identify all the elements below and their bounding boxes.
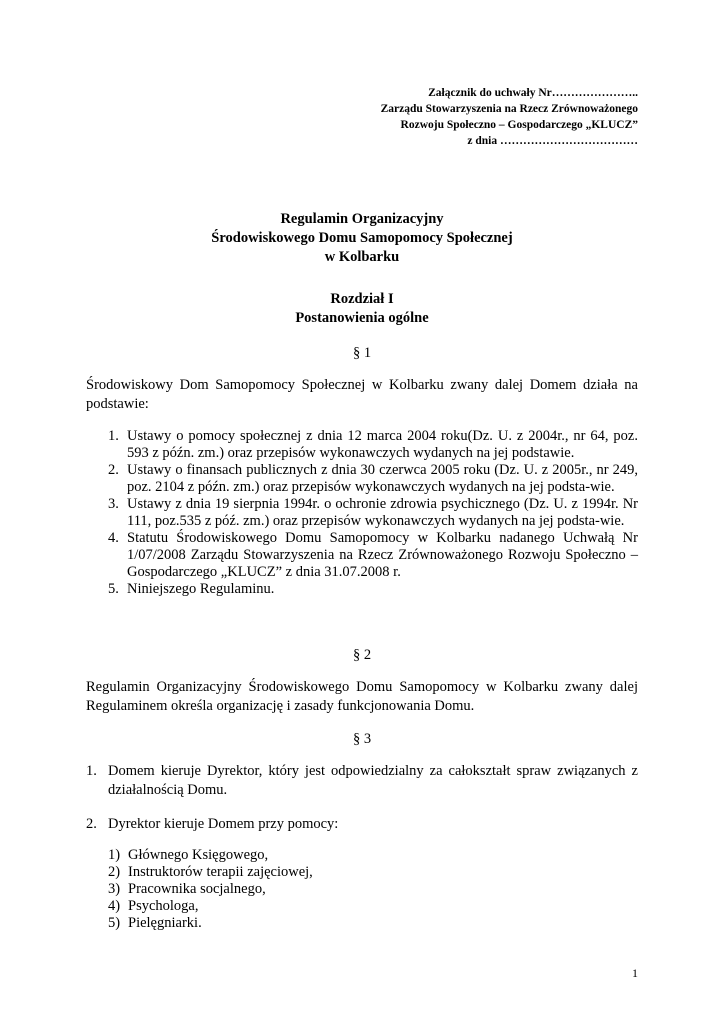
title-line: w Kolbarku <box>324 249 400 265</box>
section2-text: Regulamin Organizacyjny Środowiskowego Domu Samopomocy w Kolbarku zwany dalej Regulaminem określa organizację i zasady funkcjonowania Domu. <box>86 679 638 714</box>
chapter-heading <box>0 290 724 328</box>
list-item: 4. Statutu Środowiskowego Domu Samopomocy w Kolbarku nadanego Uchwałą Nr 1/07/2008 Zarządu Stowarzyszenia na Rzecz Zrównoważonego Rozwoju Społeczno – Gospodarczego „KLUCZ” z dnia 31.07.2008 r. <box>108 530 638 580</box>
section-mark-2: § 2 <box>352 647 372 663</box>
attachment-line: Zarządu Stowarzyszenia na Rzecz Zrównoważonego <box>380 103 638 115</box>
list-item: 3. Ustawy z dnia 19 sierpnia 1994r. o ochronie zdrowia psychicznego (Dz. U. z 1994r. Nr 111, poz.535 z póź. zm.) oraz przepisów wykonawczych wydanych na jej podsta-wie. <box>108 496 638 529</box>
list-item: 2) Instruktorów terapii zajęciowej, <box>108 864 313 880</box>
document-title <box>0 210 724 267</box>
section3-item-1: 1. Domem kieruje Dyrektor, który jest odpowiedzialny za całokształt spraw związanych z działalnością Domu. <box>86 763 638 798</box>
list-item: 1) Głównego Księgowego, <box>108 847 269 863</box>
list-item: 5) Pielęgniarki. <box>108 915 202 931</box>
list-item: 4) Psychologa, <box>108 898 199 914</box>
attachment-line: Załącznik do uchwały Nr………………….. <box>428 87 638 99</box>
chapter-title: Postanowienia ogólne <box>295 310 429 326</box>
legal-basis-list <box>86 428 638 598</box>
title-line: Regulamin Organizacyjny <box>280 211 444 227</box>
page-number: 1 <box>632 966 638 980</box>
list-item: 2. Ustawy o finansach publicznych z dnia 30 czerwca 2005 roku (Dz. U. z 2005r., nr 249, poz. 2104 z późn. zm.) oraz przepisów wykonawczych wydanych na jej podsta-wie. <box>108 462 638 495</box>
list-item: 1. Ustawy o pomocy społecznej z dnia 12 marca 2004 roku(Dz. U. z 2004r., nr 64, poz. 593 z późn. zm.) oraz przepisów wykonawczych wydanych na jej podstawie. <box>108 428 638 461</box>
section-mark-3: § 3 <box>352 731 372 747</box>
director-helpers-list <box>86 847 638 932</box>
attachment-line: Rozwoju Społeczno – Gospodarczego „KLUCZ” <box>400 119 638 131</box>
chapter-number: Rozdział I <box>330 291 394 307</box>
list-item: 3) Pracownika socjalnego, <box>108 881 266 897</box>
list-item: 5. Niniejszego Regulaminu. <box>108 581 275 597</box>
section3-item-2: 2. Dyrektor kieruje Domem przy pomocy: <box>86 816 339 832</box>
section1-intro: Środowiskowy Dom Samopomocy Społecznej w Kolbarku zwany dalej Domem działa na podstawie: <box>86 377 638 412</box>
attachment-line: z dnia ……………………………… <box>467 135 638 147</box>
section-mark-1: § 1 <box>352 345 372 361</box>
title-line: Środowiskowego Domu Samopomocy Społecznej <box>211 230 513 246</box>
attachment-note <box>381 85 638 149</box>
